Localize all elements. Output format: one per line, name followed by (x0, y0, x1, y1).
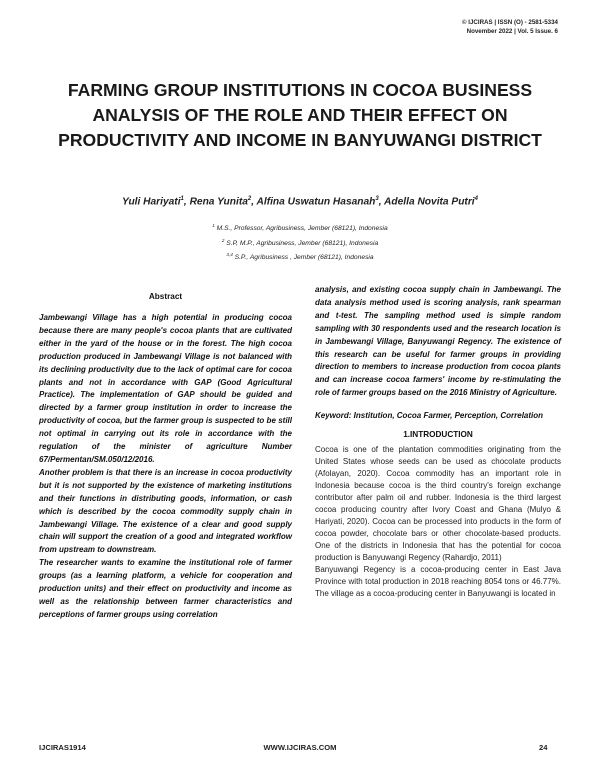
affiliation (150, 249, 450, 264)
footer-article-id: IJCIRAS1914 (39, 743, 86, 752)
footer-website: WWW.IJCIRAS.COM (263, 743, 337, 752)
affiliations (150, 220, 450, 264)
author-sup: 3 (375, 196, 379, 202)
affiliation-sup: 1 (212, 223, 215, 228)
journal-header (318, 18, 558, 36)
abstract-paragraph: analysis, and existing cocoa supply chain in Jambewangi. The data analysis method used is scoring analysis, rank spearman and t-test. The sampling method used is simple random sampling with 30 respondents used and the research location is in Jambewangi Village, Banyuwangi Regency. The existence of this research can be useful for farmer groups in providing direction to members to increase production from cocoa plants and can increase cocoa farmers' income by re-stimulating the role of farmer groups based on the 2016 Ministry of Agriculture. (315, 285, 561, 398)
author-name: Rena Yunita (189, 196, 248, 208)
author-list: Yuli Hariyati$^1$, Rena Yunita$^2$, Alfina Uswatun Hasanah$^3$, Adella Novita Putri$^4$ (122, 196, 478, 208)
abstract-heading: Abstract (148, 292, 183, 301)
author-sup: 2 (247, 196, 252, 202)
affiliation-text: M.S., Professor, Agribusiness, Jember (68121), Indonesia (216, 225, 388, 233)
right-column (315, 284, 561, 600)
body-paragraph: Banyuwangi Regency is a cocoa-producing center in East Java Province with total production in 2018 reaching 8054 tons or 46.77%. The village as a cocoa-producing center in Banyuwangi is located in (315, 565, 561, 599)
affiliation-text: S.P, M.P., Agribusiness, Jember (68121), Indonesia (226, 239, 379, 247)
body-paragraph: Cocoa is one of the plantation commodities originating from the United States whose seeds can be used as chocolate products (Afolayan, 2020). Cocoa commodity has an important role in Indonesia because cocoa is the third country's foreign exchange contributor after palm oil and rubber. Indonesia is the third largest cocoa producing country after Ivory Coast and Ghana (Mulyo & Hariyati, 2020). Cocoa can be processed into products in the form of cocoa powder, chocolate bars or other chocolate-based products. One of the districts in Indonesia that has the potential for cocoa production is Banyuwangi Regency (Rahardjo, 2011) (315, 445, 561, 563)
section-heading: 1.INTRODUCTION (403, 430, 473, 440)
author-name: Yuli Hariyati (122, 196, 181, 208)
author-sup: 1 (180, 196, 184, 202)
paper-title: FARMING GROUP INSTITUTIONS IN COCOA BUSINESS ANALYSIS OF THE ROLE AND THEIR EFFECT ON PRODUCTIVITY AND INCOME IN BANYUWANGI DISTRICT (58, 80, 542, 150)
author-name: Adella Novita Putri (384, 196, 475, 208)
affiliation-sup: 3,4 (226, 252, 233, 258)
abstract-paragraph: Jambewangi Village has a high potential in producing cocoa because there are many people's cocoa plants that are cultivated either in the yard of the house or in the forest. The high cocoa production produced in Jambewangi Village is not balanced with its declining productivity due to the lack of optimal care for cocoa plants and not in accordance with GAP (Good Agricultural Practice). The implementation of GAP should be guided and directed by a farmer group institution in order to increase the productivity of cocoa, but the farmer group is suspected to be still not optimal in carrying out its role in accordance with the regulation of the minister of agriculture Number 67/Permentan/SM.050/12/2016. (39, 313, 292, 464)
affiliation-sup: 2 (221, 237, 225, 243)
journal-issn: © IJCIRAS | ISSN (O) - 2581-5334 (461, 19, 558, 26)
affiliation-text: S.P., Agribusiness , Jember (68121), Indonesia (234, 254, 374, 262)
affiliation (150, 235, 450, 250)
page-number: 24 (539, 743, 548, 752)
keywords: Keyword: Institution, Cocoa Farmer, Perception, Correlation (315, 411, 544, 421)
author-sup: 4 (474, 196, 478, 202)
journal-issue: November 2022 | Vol. 5 Issue. 6 (466, 28, 558, 35)
author-name: Alfina Uswatun Hasanah (256, 196, 376, 208)
abstract-paragraph: The researcher wants to examine the institutional role of farmer groups (as a learning platform, a vehicle for cooperation and production units) and their effect on productivity and income as well as the relationship between farmer characteristics and perceptions of farmer groups using correlation (39, 558, 292, 619)
affiliation (150, 220, 450, 235)
abstract-paragraph: Another problem is that there is an increase in cocoa productivity but it is not supported by the existence of marketing institutions and their functions in distributing goods, information, or cash which is described by the cocoa commodity supply chain in Jambewangi Village. The existence of a clear and good supply chain will support the creation of a good and integrated workflow from upstream to downstream. (39, 467, 292, 555)
left-column (39, 312, 292, 622)
